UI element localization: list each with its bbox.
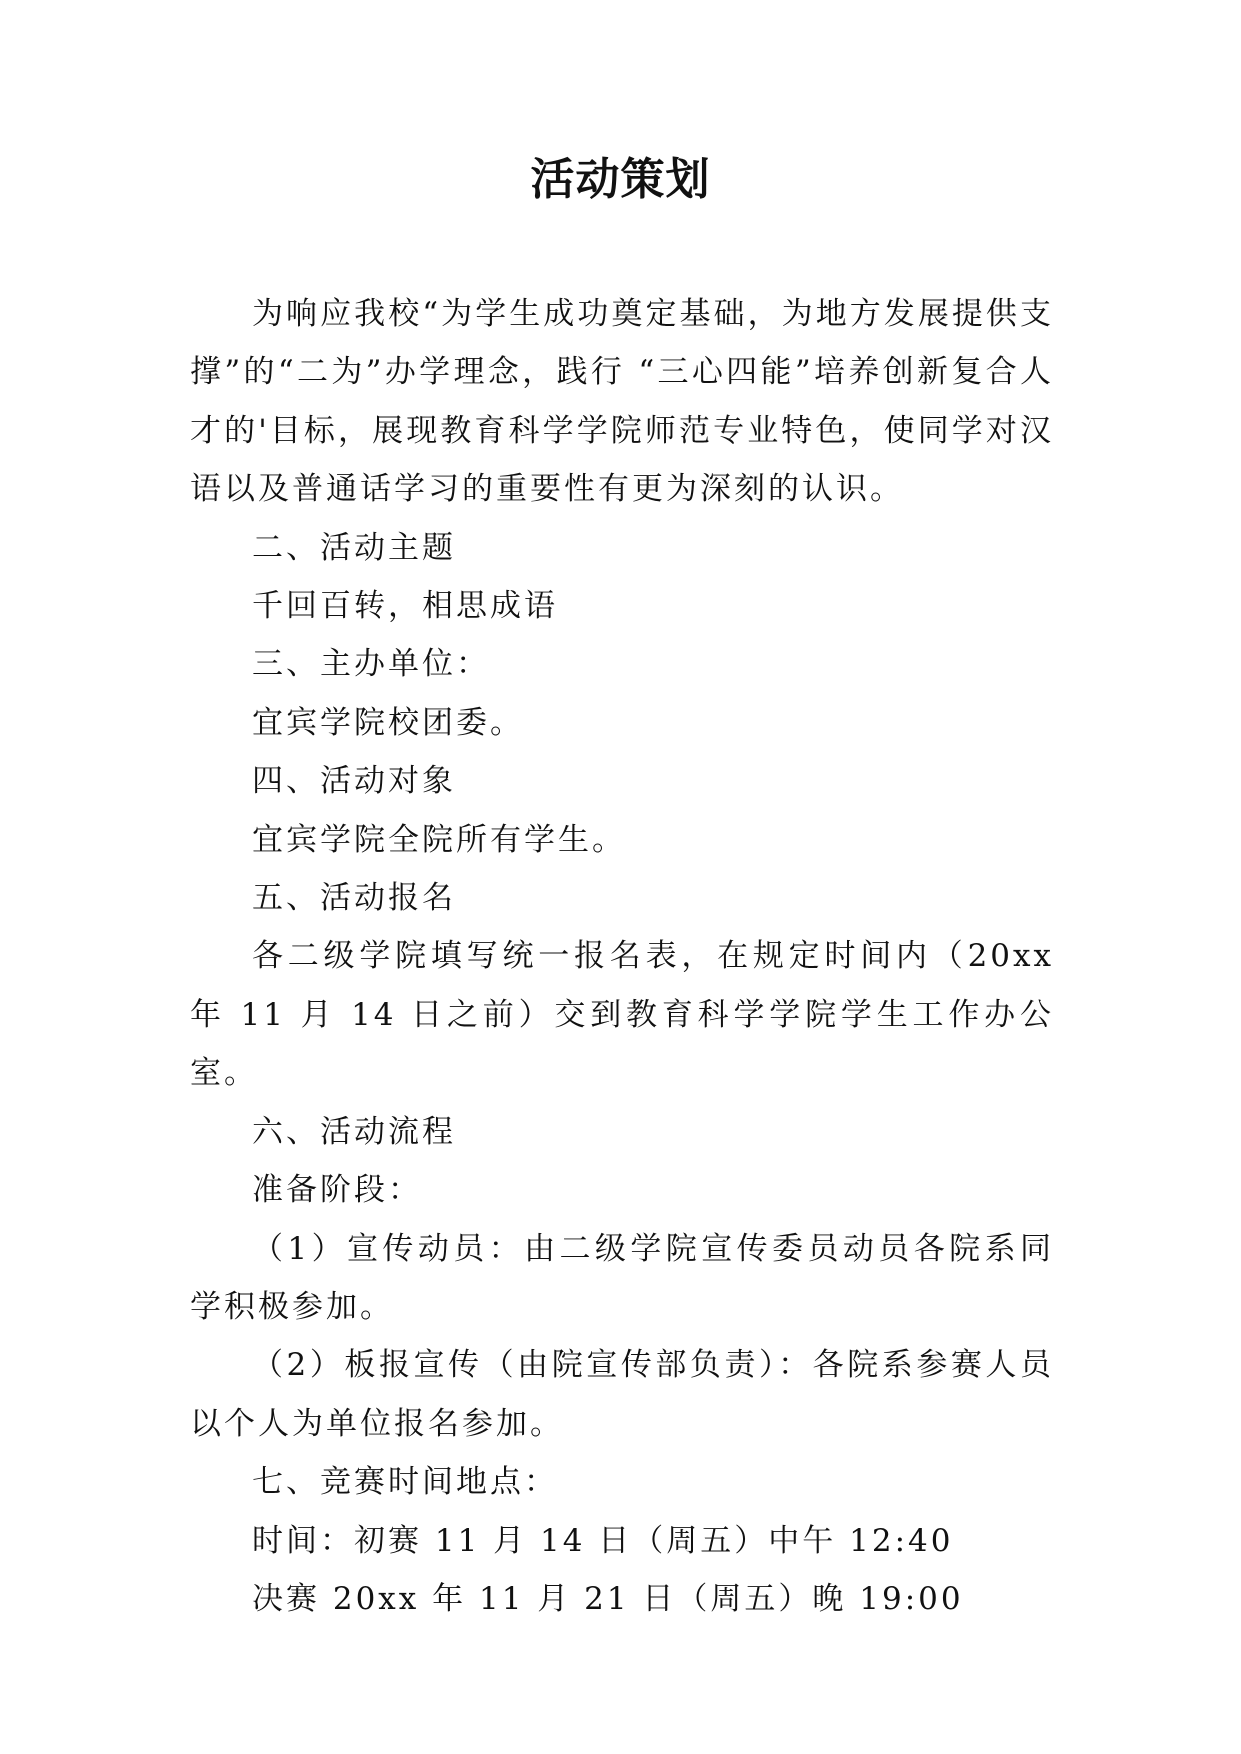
heading-registration: 五、活动报名: [252, 880, 456, 917]
heading-time-location: 七、竞赛时间地点：: [252, 1464, 558, 1501]
paragraph-organizer: 宜宾学院校团委。: [252, 704, 524, 741]
document-body: [190, 285, 1054, 1628]
paragraph-audience: 宜宾学院全院所有学生。: [252, 821, 626, 858]
paragraph-registration: 各二级学院填写统一报名表，在规定时间内（20xx 年 11 月 14 日之前）交到教育科学学院学生工作办公室。: [190, 938, 1054, 1092]
heading-audience: 四、活动对象: [252, 763, 456, 800]
paragraph-activity-theme: 千回百转，相思成语: [252, 588, 558, 625]
paragraph-final-time: 决赛 20xx 年 11 月 21 日（周五）晚 19:00: [252, 1580, 964, 1617]
list-item-blackboard-publicity: （2）板报宣传（由院宣传部负责）：各院系参赛人员以个人为单位报名参加。: [190, 1347, 1054, 1442]
paragraph-intro: 为响应我校“为学生成功奠定基础，为地方发展提供支撑”的“二为”办学理念，践行 “三心四能”培养创新复合人才的'目标，展现教育科学学院师范专业特色，使同学对汉语以及普通话学习的重要性有更为深刻的认识。: [190, 296, 1054, 508]
heading-process: 六、活动流程: [252, 1113, 456, 1150]
heading-organizer: 三、主办单位：: [252, 646, 490, 683]
heading-activity-theme: 二、活动主题: [252, 529, 456, 566]
document-title: 活动策划: [530, 154, 711, 205]
paragraph-preparation-stage: 准备阶段：: [252, 1172, 422, 1209]
paragraph-preliminary-time: 时间：初赛 11 月 14 日（周五）中午 12:40: [252, 1522, 954, 1559]
list-item-publicity-mobilization: （1）宣传动员：由二级学院宣传委员动员各院系同学积极参加。: [190, 1230, 1054, 1325]
